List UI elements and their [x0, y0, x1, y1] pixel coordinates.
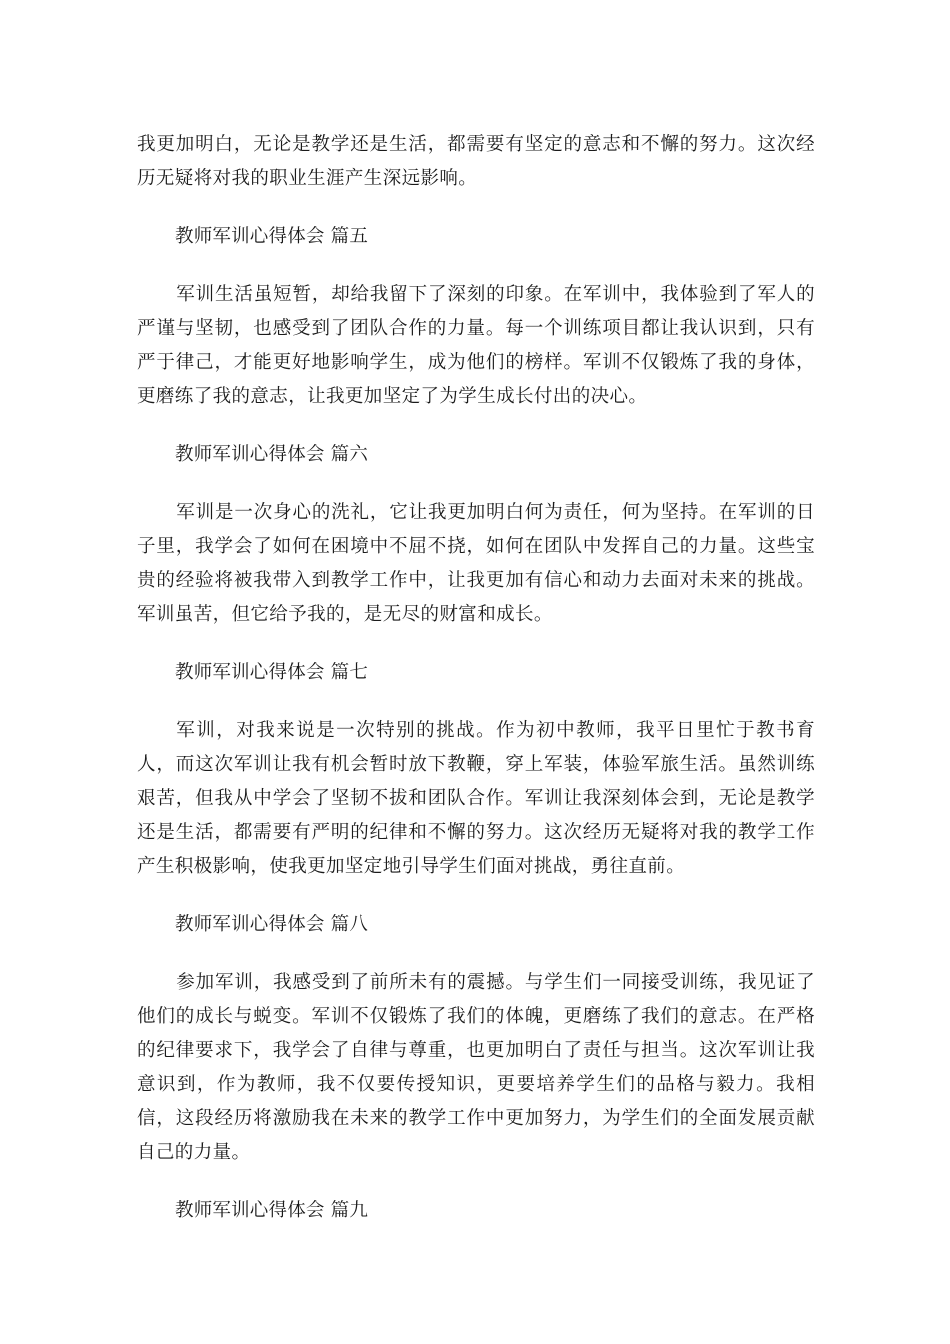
document-content — [137, 128, 815, 1252]
section-body-8: 参加军训，我感受到了前所未有的震撼。与学生们一同接受训练，我见证了他们的成长与蜕变。军训不仅锻炼了我们的体魄，更磨练了我们的意志。在严格的纪律要求下，我学会了自律与尊重，也更加明白了责任与担当。这次军训让我意识到，作为教师，我不仅要传授知识，更要培养学生们的品格与毅力。我相信，这段经历将激励我在未来的教学工作中更加努力，为学生们的全面发展贡献自己的力量。 — [137, 972, 815, 1163]
section-heading-6: 教师军训心得体会 篇六 — [175, 444, 369, 465]
section-heading-9: 教师军训心得体会 篇九 — [175, 1200, 369, 1221]
section-body-5: 军训生活虽短暂，却给我留下了深刻的印象。在军训中，我体验到了军人的严谨与坚韧，也感受到了团队合作的力量。每一个训练项目都让我认识到，只有严于律己，才能更好地影响学生，成为他们的榜样。军训不仅锻炼了我的身体，更磨练了我的意志，让我更加坚定了为学生成长付出的决心。 — [137, 284, 815, 407]
section-body-7: 军训，对我来说是一次特别的挑战。作为初中教师，我平日里忙于教书育人，而这次军训让我有机会暂时放下教鞭，穿上军装，体验军旅生活。虽然训练艰苦，但我从中学会了坚韧不拔和团队合作。军训让我深刻体会到，无论是教学还是生活，都需要有严明的纪律和不懈的努力。这次经历无疑将对我的教学工作产生积极影响，使我更加坚定地引导学生们面对挑战，勇往直前。 — [137, 720, 815, 877]
section-heading-8: 教师军训心得体会 篇八 — [175, 914, 369, 935]
section-heading-5: 教师军训心得体会 篇五 — [175, 226, 369, 247]
section-heading-7: 教师军训心得体会 篇七 — [175, 662, 369, 683]
section-body-6: 军训是一次身心的洗礼，它让我更加明白何为责任，何为坚持。在军训的日子里，我学会了如何在困境中不屈不挠，如何在团队中发挥自己的力量。这些宝贵的经验将被我带入到教学工作中，让我更加有信心和动力去面对未来的挑战。军训虽苦，但它给予我的，是无尽的财富和成长。 — [137, 502, 815, 625]
intro-paragraph: 我更加明白，无论是教学还是生活，都需要有坚定的意志和不懈的努力。这次经历无疑将对我的职业生涯产生深远影响。 — [137, 134, 815, 189]
